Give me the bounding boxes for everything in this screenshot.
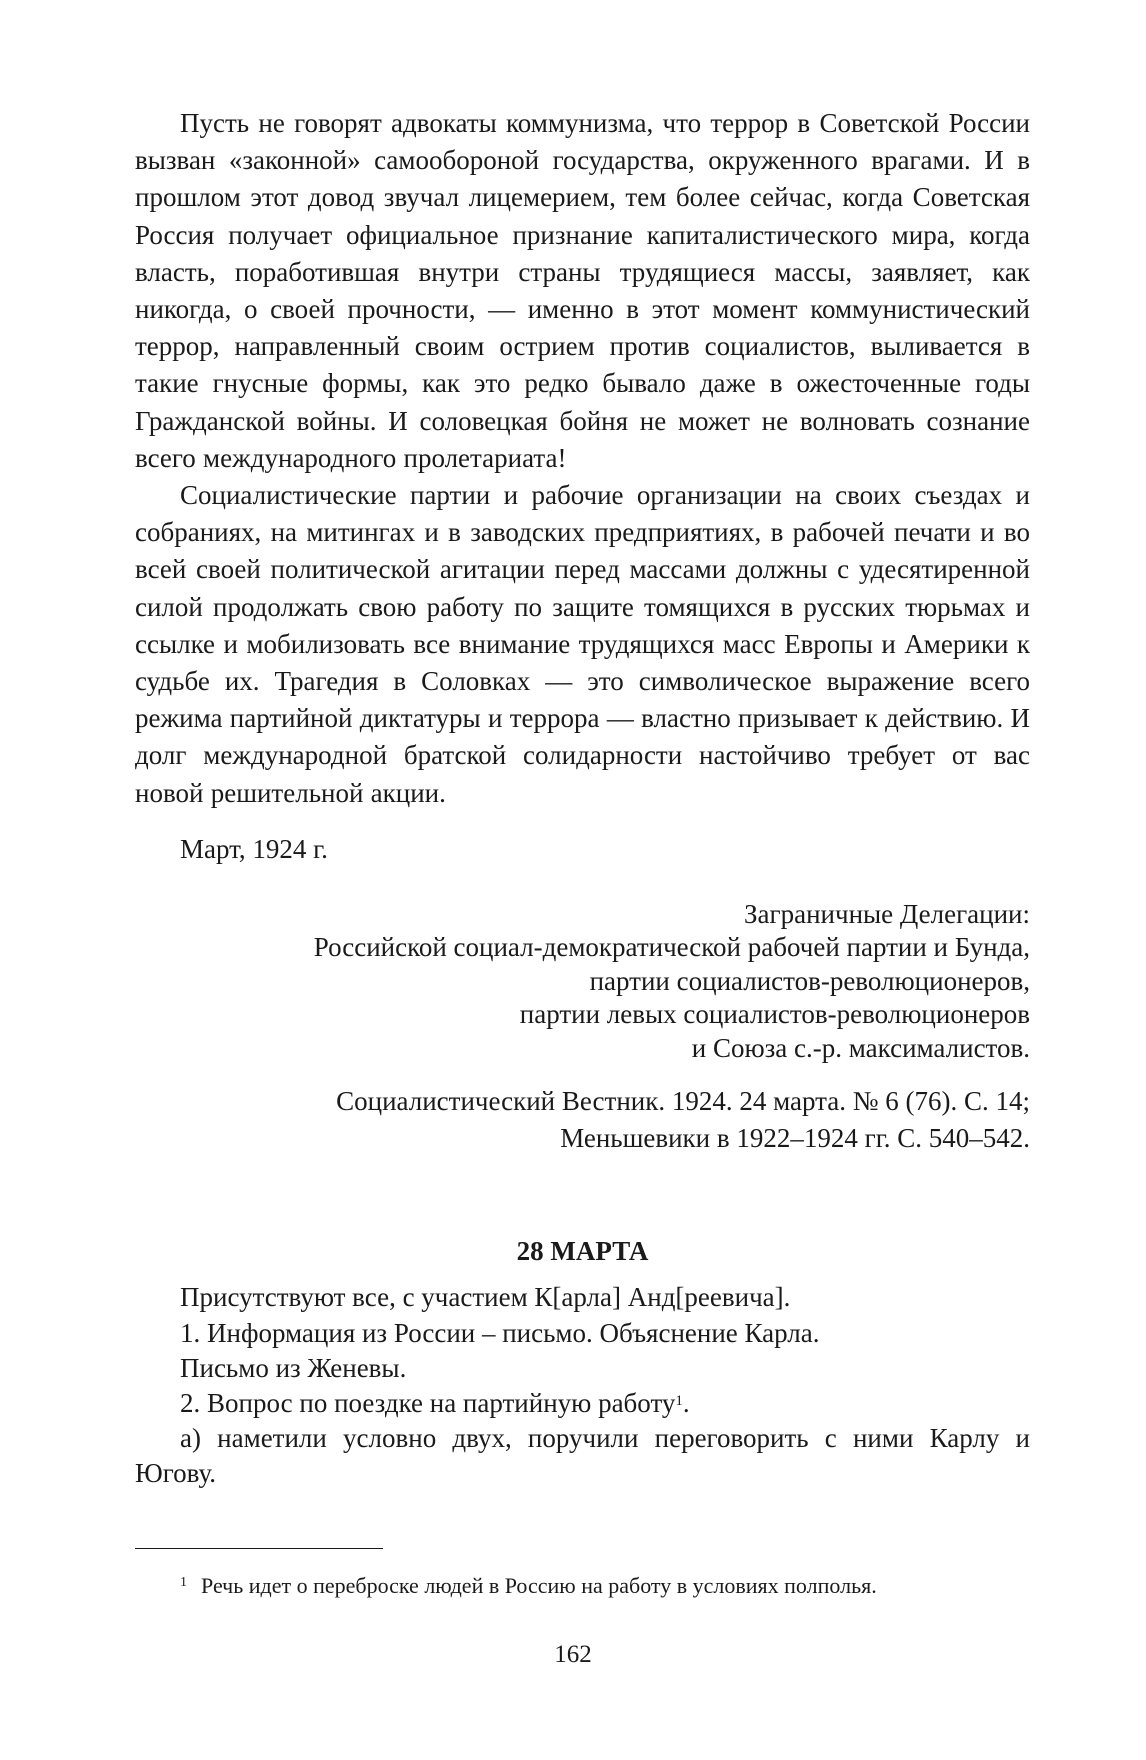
signature-line-3: партии социалистов-революционеров, [589, 965, 1030, 996]
signature-line-4: партии левых социалистов-революционеров [519, 999, 1030, 1030]
section-heading: 28 МАРТА [516, 1236, 649, 1267]
minutes-line-5: а) наметили условно двух, поручили переговорить с ними Карлу и Югову. [135, 1423, 1030, 1489]
source-citation [135, 1083, 1030, 1157]
signature-line-2: Российской социал-демократической рабочей партии и Бунда, [313, 932, 1030, 963]
footnote-text: Речь идет о переброске людей в Россию на работу в условиях полполья. [201, 1573, 877, 1598]
minutes-line-4 [135, 1386, 1030, 1421]
document-date: Март, 1924 г. [180, 833, 328, 864]
source-line-2: Меньшевики в 1922–1924 гг. С. 540–542. [560, 1123, 1030, 1154]
signature-line-5: и Союза с.-р. максималистов. [691, 1032, 1030, 1063]
footnote-reference[interactable]: 1 [675, 1392, 683, 1409]
minutes-line-4-text: 2. Вопрос по поездке на партийную работу [180, 1387, 676, 1418]
minutes-line-4-end: . [682, 1387, 690, 1418]
footnote-divider [135, 1548, 383, 1549]
minutes-line-2: 1. Информация из России – письмо. Объяснение Карла. [180, 1317, 820, 1348]
signature-line-1: Заграничные Делегации: [744, 898, 1030, 929]
signature-block [135, 898, 1030, 1066]
minutes-line-1: Присутствуют все, с участием К[арла] Анд[реевича]. [180, 1282, 791, 1313]
footnote-mark: 1 [180, 1575, 187, 1590]
minutes-line-3: Письмо из Женевы. [180, 1352, 407, 1383]
source-line-1: Социалистический Вестник. 1924. 24 марта. № 6 (76). С. 14; [336, 1086, 1030, 1117]
page-body [135, 105, 1030, 1492]
footnote [135, 1572, 1030, 1604]
body-paragraph-1: Пусть не говорят адвокаты коммунизма, что террор в Советской России вызван «законной» самообороной государства, окруженного врагами. И в прошлом этот довод звучал лицемерием, тем более сейчас, когда Советская Россия получает официальное признание капиталистического мира, когда власть, поработившая внутри страны трудящиеся массы, заявляет, как никогда, о своей прочности, — именно в этот момент коммунистический террор, направленный своим острием против социалистов, выливается в такие гнусные формы, как это редко бывало даже в ожесточенные годы Гражданской войны. И соловецкая бойня не может не волновать сознание всего международного пролетариата! [135, 108, 1030, 473]
body-paragraph-2: Социалистические партии и рабочие организации на своих съездах и собраниях, на митингах и в заводских предприятиях, в рабочей печати и во всей своей политической агитации перед массами должны с удесятиренной силой продолжать свою работу по защите томящихся в русских тюрьмах и ссылке и мобилизовать все внимание трудящихся масс Европы и Америки к судьбе их. Трагедия в Соловках — это символическое выражение всего режима партийной диктатуры и террора — властно призывает к действию. И долг международной братской солидарности настойчиво требует от вас новой решительной акции. [135, 480, 1030, 808]
page-number: 162 [554, 1641, 592, 1668]
